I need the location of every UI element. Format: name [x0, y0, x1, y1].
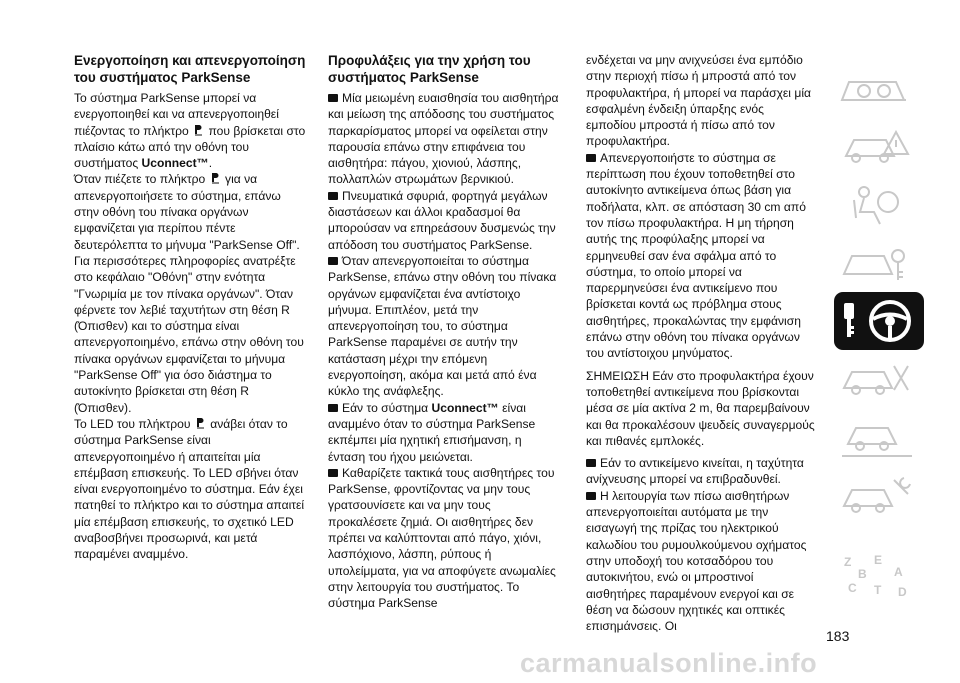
svg-text:T: T — [874, 583, 882, 597]
bullet-marker-icon — [328, 469, 338, 477]
bullet-marker-icon — [328, 192, 338, 200]
car-dashboard-icon — [834, 60, 924, 118]
alphabet-index-icon — [834, 548, 924, 608]
bullet-marker-icon — [328, 94, 338, 102]
chapter-tab-5-active[interactable] — [834, 292, 924, 350]
bullet-item: Πνευματικά σφυριά, φορτηγά μεγάλων διαστάσεων και άλλοι κραδασμοί θα μπορούσαν να επηρεάσουν δυσμενώς την απόδοση του συστήματος ParkSense. — [328, 188, 556, 252]
car-tools-icon — [834, 350, 924, 408]
bullet-item: Η λειτουργία των πίσω αισθητήρων απενεργοποιείται αυτόματα με την εισαγωγή της πρίζας του ηλεκτρικού καλωδίου του ρυμουλκούμενου οχήματος στην υποδοχή του κοτσαδόρου του αυτοκινήτου, ενώ οι μπροστινοί αισθητήρες παραμένουν ενεργοί και σε θέση να δώσουν ηχητικές και οπτικές επισημάνσεις. Οι — [586, 488, 807, 634]
chapter-tab-8[interactable] — [834, 466, 924, 524]
parksense-button-icon — [211, 172, 220, 184]
chapter-tab-1[interactable] — [834, 60, 924, 118]
svg-text:D: D — [898, 585, 907, 599]
bullet-marker-icon — [586, 154, 596, 162]
column-left — [74, 52, 306, 563]
car-key-icon — [834, 234, 924, 292]
svg-text:A: A — [894, 565, 903, 579]
wrench-car-icon — [834, 466, 924, 524]
paragraph-led: Το LED του πλήκτρου ανάβει όταν το σύστημα ParkSense είναι απενεργοποιημένο ή απαιτείται μία επέμβαση επισκευής. Το LED σβήνει όταν είναι ενεργοποιημένο το σύστημα. Εάν έχει πατηθεί το πλήκτρο και το σύστημα απαιτεί μία επέμβαση επισκευής, το σχετικό LED αναβοσβήνει προσωρινά, και μετά παραμένει αναμμένο. — [74, 416, 305, 562]
chapter-tab-6[interactable] — [834, 350, 924, 408]
section-heading-activation: Ενεργοποίηση και απενεργοποίηση του συστήματος ParkSense — [74, 53, 306, 85]
bullet-marker-icon — [328, 404, 338, 412]
bullet-item: Καθαρίζετε τακτικά τους αισθητήρες του ParkSense, φροντίζοντας να μην τους γρατσουνίσετε και να μην τους προκαλέσετε ζημιά. Οι αισθητήρες δεν πρέπει να καλύπτονται από πάγο, χιόνι, λασπόχιονο, λάσπη, ρύπους ή υπολείμματα, για να αποφύγετε ανωμαλίες στην λειτουργία του συστήματος. Το σύστημα ParkSense — [328, 465, 556, 611]
parksense-button-icon — [194, 124, 203, 136]
bullet-item: Όταν απενεργοποιείται το σύστημα ParkSense, επάνω στην οθόνη του πίνακα οργάνων εμφανίζεται ένα αντίστοιχο μήνυμα. Επιπλέον, μετά την απενεργοποίηση του, το σύστημα ParkSense παραμένει σε αυτήν την κατάσταση μέχρι την επόμενη ενεργοποίηση, ακόμα και μετά από ένα κύκλο της ανάφλεξης. — [328, 253, 557, 399]
chapter-tab-7[interactable] — [834, 408, 924, 466]
bullet-item: Μία μειωμένη ευαισθησία του αισθητήρα και μείωση της απόδοσης του συστήματος παρκαρίσματος μπορεί να οφείλεται στην παρουσία επάνω στην επιφάνεια του αισθητήρα: πάγου, χιονιού, λάσπης, πολλαπλών στρωμάτων βερνικιού. — [328, 91, 559, 187]
car-road-icon — [834, 408, 924, 466]
svg-text:B: B — [858, 567, 867, 581]
chapter-tab-4[interactable] — [834, 234, 924, 292]
paragraph-deactivation: Όταν πιέζετε το πλήκτρο για να απενεργοποιήσετε το σύστημα, επάνω στην οθόνη του πίνακα οργάνων εμφανίζεται για περίπου πέντε δευτερόλεπτα το μήνυμα "ParkSense Off". Για περισσότερες πληροφορίες ανατρέξτε στο κεφάλαιο "Οθόνη" στην ενότητα "Γνωριμία με τον πίνακα οργάνων". Όταν φέρνετε τον λεβιέ ταχυτήτων στη θέση R (Όπισθεν) και το σύστημα είναι απενεργοποιημένο, επάνω στην οθόνη του πίνακα οργάνων εμφανίζεται το μήνυμα "ParkSense Off" για όσο διάστημα το αυτοκίνητο βρίσκεται στη θέση R (Όπισθεν). — [74, 172, 304, 415]
car-warning-icon — [834, 118, 924, 176]
paragraph-continued: ενδέχεται να μην ανιχνεύσει ένα εμπόδιο στην περιοχή πίσω ή μπροστά από τον προφυλακτήρα, ή μπορεί να παράσχει μία εσφαλμένη ένδειξη ύπαρξης ενός εμποδίου μπροστά ή πίσω από τον προφυλακτήρα. — [586, 53, 812, 149]
note-paragraph: ΣΗΜΕΙΩΣΗ Εάν στο προφυλακτήρα έχουν τοποθετηθεί αντικείμενα που βρίσκονται μέσα σε μία ακτίνα 2 m, θα παρεμβαίνουν και θα προκαλέσουν ψευδείς συναγερμούς και πιθανές εμπλοκές. — [586, 368, 815, 448]
bullet-marker-icon — [586, 492, 596, 500]
parksense-button-icon — [196, 417, 205, 429]
section-heading-precautions: Προφυλάξεις για την χρήση του συστήματος ParkSense — [328, 53, 531, 85]
page-number: 183 — [826, 628, 850, 644]
svg-text:Z: Z — [844, 555, 852, 569]
watermark: carmanualsonline.info — [520, 648, 818, 678]
chapter-tab-2[interactable] — [834, 118, 924, 176]
bullet-item: Απενεργοποιήστε το σύστημα σε περίπτωση που έχουν τοποθετηθεί στο αυτοκίνητο αντικείμενα όπως βάση για ποδήλατα, κλπ. σε απόσταση 30 cm από τον πίσω προφυλακτήρα. Η μη τήρηση αυτής της προφύλαξης μπορεί να ερμηνευθεί σαν ένα σφάλμα από το σύστημα, το οποίο μπορεί να παρερμηνεύσει ένα αντικείμενο που βρίσκεται κοντά ως πρόβλημα στους αισθητήρες, προκαλώντας την εμφάνιση επάνω στην οθόνη του πίνακα οργάνων του αντίστοιχου μηνύματος. — [586, 150, 806, 361]
bullet-item: Εάν το αντικείμενο κινείται, η ταχύτητα ανίχνευσης μπορεί να επιβραδυνθεί. — [586, 456, 804, 487]
column-right — [586, 52, 816, 634]
paragraph-activation: Το σύστημα ParkSense μπορεί να ενεργοποιηθεί και να απενεργοποιηθεί πιέζοντας το πλήκτρο που βρίσκεται στο πλαίσιο κάτω από την οθόνη του συστήματος Uconnect™. — [74, 91, 306, 171]
svg-text:C: C — [848, 581, 857, 595]
airbag-person-icon — [834, 176, 924, 234]
column-middle — [328, 52, 560, 612]
bullet-marker-icon — [586, 459, 596, 467]
svg-text:E: E — [874, 553, 883, 567]
key-steering-wheel-icon — [834, 292, 924, 350]
bullet-item: Εάν το σύστημα Uconnect™ είναι αναμμένο όταν το σύστημα ParkSense εκπέμπει μία ηχητική επισήμανση, η ένταση του ήχου μειώνεται. — [328, 400, 536, 464]
chapter-tab-index[interactable] — [834, 548, 924, 606]
bullet-marker-icon — [328, 257, 338, 265]
chapter-tab-3[interactable] — [834, 176, 924, 234]
